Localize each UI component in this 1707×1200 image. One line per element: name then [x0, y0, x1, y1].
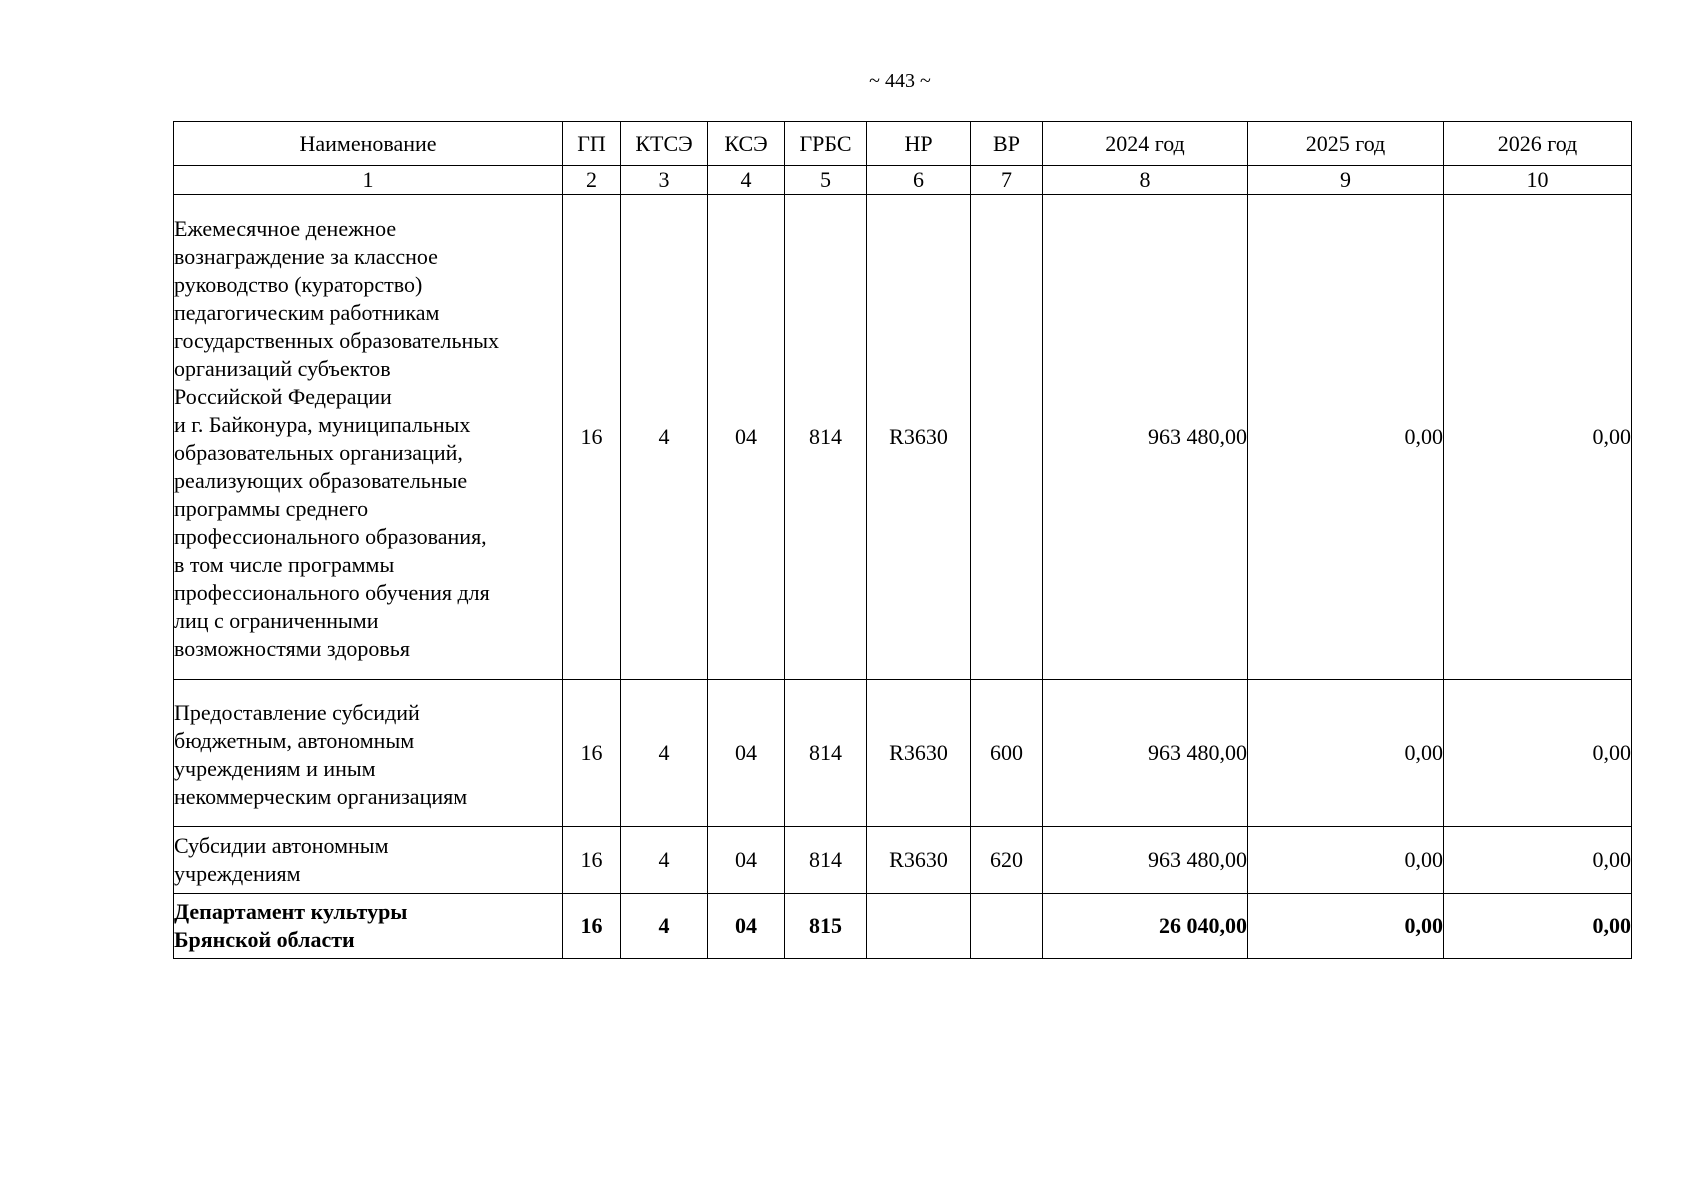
gp-cell: 16: [563, 827, 621, 894]
name-line: бюджетным, автономным: [174, 728, 415, 753]
header-gp: ГП: [563, 122, 621, 166]
table-row: [174, 680, 1632, 827]
page-number: ~ 443 ~: [869, 70, 931, 92]
name-line: в том числе программы: [174, 552, 395, 577]
budget-table: [173, 121, 1632, 959]
name-line: Субсидии автономным: [174, 833, 389, 858]
column-number: 4: [708, 166, 785, 195]
table-row: [174, 894, 1632, 959]
ktse-cell: 4: [621, 680, 708, 827]
column-number: 3: [621, 166, 708, 195]
header-kse: КСЭ: [708, 122, 785, 166]
amount-2026-cell: 0,00: [1444, 894, 1632, 959]
column-number-row: [174, 166, 1632, 195]
name-line: возможностями здоровья: [174, 636, 410, 661]
column-number: 8: [1043, 166, 1248, 195]
vr-cell: [971, 195, 1043, 680]
amount-2025-cell: 0,00: [1248, 680, 1444, 827]
kse-cell: 04: [708, 195, 785, 680]
column-number: 6: [867, 166, 971, 195]
name-line: образовательных организаций,: [174, 440, 463, 465]
kse-cell: 04: [708, 827, 785, 894]
amount-2026-cell: 0,00: [1444, 827, 1632, 894]
header-2025: 2025 год: [1248, 122, 1444, 166]
nr-cell: R3630: [867, 827, 971, 894]
header-2026: 2026 год: [1444, 122, 1632, 166]
vr-cell: [971, 894, 1043, 959]
ktse-cell: 4: [621, 894, 708, 959]
row-name-cell: [174, 827, 563, 894]
name-line: Ежемесячное денежное: [174, 216, 397, 241]
header-name: Наименование: [174, 122, 563, 166]
name-line: государственных образовательных: [174, 328, 500, 353]
grbs-cell: 815: [785, 894, 867, 959]
name-line: реализующих образовательные: [174, 468, 468, 493]
amount-2025-cell: 0,00: [1248, 894, 1444, 959]
vr-cell: 600: [971, 680, 1043, 827]
row-name-cell: [174, 680, 563, 827]
vr-cell: 620: [971, 827, 1043, 894]
grbs-cell: 814: [785, 680, 867, 827]
header-row: [174, 122, 1632, 166]
name-line: Департамент культуры: [174, 899, 408, 924]
header-vr: ВР: [971, 122, 1043, 166]
name-line: Предоставление субсидий: [174, 700, 420, 725]
amount-2024-cell: 963 480,00: [1043, 827, 1248, 894]
header-2024: 2024 год: [1043, 122, 1248, 166]
header-grbs: ГРБС: [785, 122, 867, 166]
header-ktse: КТСЭ: [621, 122, 708, 166]
grbs-cell: 814: [785, 195, 867, 680]
column-number: 9: [1248, 166, 1444, 195]
kse-cell: 04: [708, 894, 785, 959]
amount-2025-cell: 0,00: [1248, 827, 1444, 894]
row-name-cell: [174, 195, 563, 680]
name-line: и г. Байконура, муниципальных: [174, 412, 471, 437]
name-line: некоммерческим организациям: [174, 784, 468, 809]
ktse-cell: 4: [621, 195, 708, 680]
name-line: учреждениям и иным: [174, 756, 376, 781]
name-line: вознаграждение за классное: [174, 244, 438, 269]
name-line: Брянской области: [174, 927, 355, 952]
table-row: [174, 827, 1632, 894]
grbs-cell: 814: [785, 827, 867, 894]
nr-cell: R3630: [867, 680, 971, 827]
nr-cell: [867, 894, 971, 959]
amount-2024-cell: 26 040,00: [1043, 894, 1248, 959]
row-name-cell: [174, 894, 563, 959]
column-number: 5: [785, 166, 867, 195]
name-line: профессионального обучения для: [174, 580, 490, 605]
ktse-cell: 4: [621, 827, 708, 894]
kse-cell: 04: [708, 680, 785, 827]
name-line: учреждениям: [174, 861, 301, 886]
gp-cell: 16: [563, 195, 621, 680]
column-number: 1: [174, 166, 563, 195]
amount-2026-cell: 0,00: [1444, 680, 1632, 827]
header-nr: НР: [867, 122, 971, 166]
name-line: организаций субъектов: [174, 356, 391, 381]
nr-cell: R3630: [867, 195, 971, 680]
name-line: профессионального образования,: [174, 524, 487, 549]
column-number: 10: [1444, 166, 1632, 195]
name-line: педагогическим работникам: [174, 300, 440, 325]
amount-2024-cell: 963 480,00: [1043, 680, 1248, 827]
name-line: программы среднего: [174, 496, 369, 521]
column-number: 2: [563, 166, 621, 195]
name-line: руководство (кураторство): [174, 272, 423, 297]
gp-cell: 16: [563, 894, 621, 959]
name-line: Российской Федерации: [174, 384, 392, 409]
amount-2025-cell: 0,00: [1248, 195, 1444, 680]
gp-cell: 16: [563, 680, 621, 827]
table-row: [174, 195, 1632, 680]
amount-2024-cell: 963 480,00: [1043, 195, 1248, 680]
column-number: 7: [971, 166, 1043, 195]
amount-2026-cell: 0,00: [1444, 195, 1632, 680]
name-line: лиц с ограниченными: [174, 608, 379, 633]
